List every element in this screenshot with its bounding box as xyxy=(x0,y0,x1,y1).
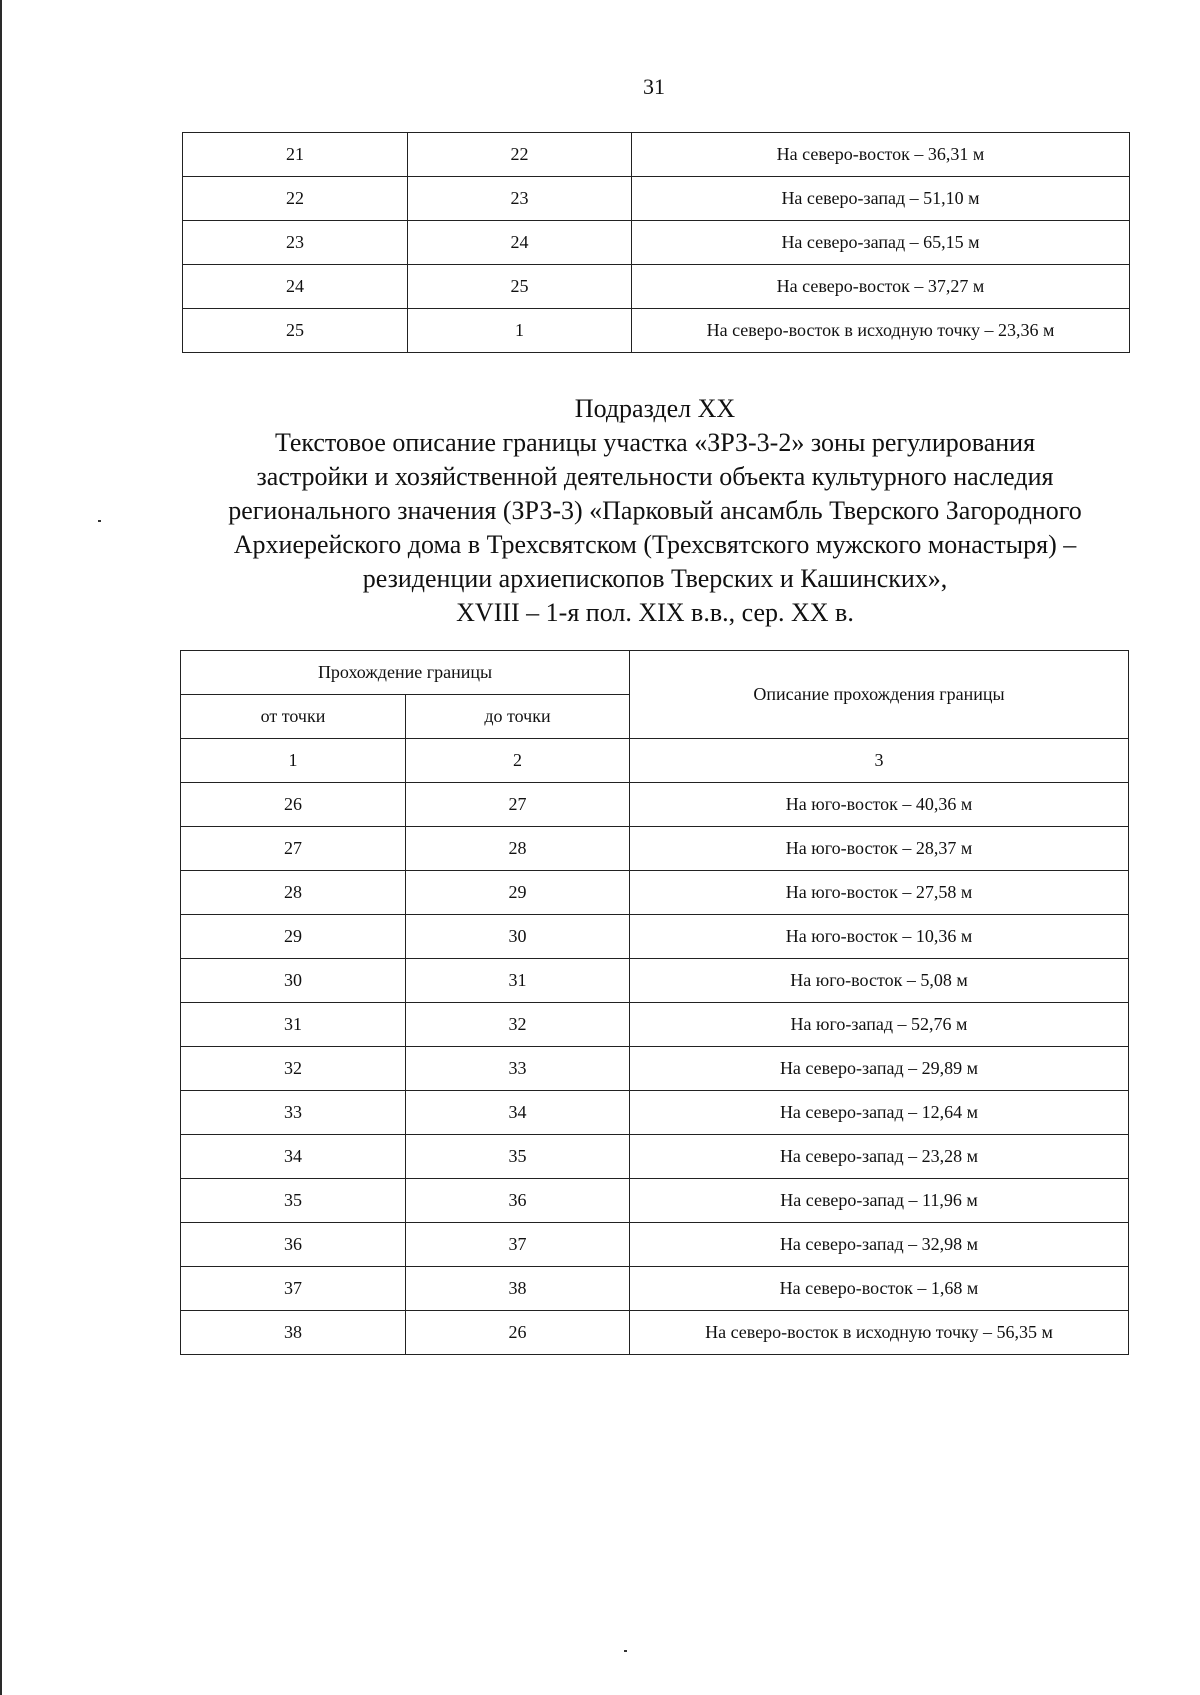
heading-line: Текстовое описание границы участка «ЗРЗ-3-2» зоны регулирования xyxy=(274,428,1036,457)
table-row xyxy=(181,959,1129,1003)
from-point-cell: 28 xyxy=(181,871,406,915)
column-number: 1 xyxy=(181,739,406,783)
table-row xyxy=(181,1091,1129,1135)
to-point-cell: 33 xyxy=(406,1047,630,1091)
description-cell: На юго-восток – 10,36 м xyxy=(630,915,1129,959)
main-boundary-table xyxy=(180,650,1129,1355)
from-point-cell: 22 xyxy=(183,177,408,221)
table-row xyxy=(181,1311,1129,1355)
description-cell: На северо-запад – 12,64 м xyxy=(630,1091,1129,1135)
description-cell: На юго-восток – 27,58 м xyxy=(630,871,1129,915)
table-row xyxy=(181,1179,1129,1223)
from-point-cell: 21 xyxy=(183,133,408,177)
table-row xyxy=(183,265,1130,309)
table-row xyxy=(183,309,1130,353)
top-table-body xyxy=(183,133,1130,353)
from-point-cell: 27 xyxy=(181,827,406,871)
table-row xyxy=(183,221,1130,265)
main-table-body xyxy=(181,783,1129,1355)
table-row xyxy=(181,827,1129,871)
table-row xyxy=(181,1003,1129,1047)
header-to-point: до точки xyxy=(406,695,630,739)
to-point-cell: 34 xyxy=(406,1091,630,1135)
description-cell: На северо-запад – 29,89 м xyxy=(630,1047,1129,1091)
to-point-cell: 22 xyxy=(408,133,632,177)
description-cell: На северо-запад – 23,28 м xyxy=(630,1135,1129,1179)
from-point-cell: 35 xyxy=(181,1179,406,1223)
description-cell: На юго-восток – 5,08 м xyxy=(630,959,1129,1003)
table-row xyxy=(181,871,1129,915)
scan-speck xyxy=(98,520,101,522)
from-point-cell: 36 xyxy=(181,1223,406,1267)
description-cell: На северо-запад – 32,98 м xyxy=(630,1223,1129,1267)
page-number: 31 xyxy=(643,74,665,99)
from-point-cell: 24 xyxy=(183,265,408,309)
from-point-cell: 30 xyxy=(181,959,406,1003)
to-point-cell: 28 xyxy=(406,827,630,871)
to-point-cell: 1 xyxy=(408,309,632,353)
table-row xyxy=(183,133,1130,177)
description-cell: На юго-восток – 28,37 м xyxy=(630,827,1129,871)
description-cell: На северо-восток в исходную точку – 56,35 м xyxy=(630,1311,1129,1355)
description-cell: На северо-восток в исходную точку – 23,36 м xyxy=(632,309,1130,353)
to-point-cell: 23 xyxy=(408,177,632,221)
header-boundary-passage: Прохождение границы xyxy=(181,651,630,695)
from-point-cell: 38 xyxy=(181,1311,406,1355)
description-cell: На юго-запад – 52,76 м xyxy=(630,1003,1129,1047)
heading-line: регионального значения (ЗРЗ-3) «Парковый ансамбль Тверского Загородного xyxy=(228,496,1082,525)
table-row xyxy=(181,1267,1129,1311)
description-cell: На северо-восток – 37,27 м xyxy=(632,265,1130,309)
description-cell: На северо-запад – 51,10 м xyxy=(632,177,1130,221)
description-cell: На северо-запад – 11,96 м xyxy=(630,1179,1129,1223)
to-point-cell: 25 xyxy=(408,265,632,309)
heading-line: Архиерейского дома в Трехсвятском (Трехсвятского мужского монастыря) – xyxy=(233,530,1077,559)
table-row xyxy=(181,1047,1129,1091)
to-point-cell: 38 xyxy=(406,1267,630,1311)
description-cell: На северо-восток – 36,31 м xyxy=(632,133,1130,177)
scan-speck xyxy=(624,1650,627,1652)
table-row xyxy=(181,1135,1129,1179)
description-cell: На юго-восток – 40,36 м xyxy=(630,783,1129,827)
from-point-cell: 26 xyxy=(181,783,406,827)
table-row xyxy=(181,1223,1129,1267)
to-point-cell: 37 xyxy=(406,1223,630,1267)
heading-line: резиденции архиепископов Тверских и Кашинских», xyxy=(362,564,948,593)
column-number: 3 xyxy=(630,739,1129,783)
top-boundary-table xyxy=(182,132,1130,353)
heading-line: XVIII – 1-я пол. XIX в.в., сер. XX в. xyxy=(456,598,854,627)
to-point-cell: 30 xyxy=(406,915,630,959)
table-row xyxy=(183,177,1130,221)
from-point-cell: 32 xyxy=(181,1047,406,1091)
header-description: Описание прохождения границы xyxy=(630,651,1129,739)
to-point-cell: 27 xyxy=(406,783,630,827)
to-point-cell: 36 xyxy=(406,1179,630,1223)
from-point-cell: 33 xyxy=(181,1091,406,1135)
to-point-cell: 32 xyxy=(406,1003,630,1047)
table-row xyxy=(181,783,1129,827)
heading-line: Подраздел XX xyxy=(574,394,736,423)
to-point-cell: 26 xyxy=(406,1311,630,1355)
from-point-cell: 25 xyxy=(183,309,408,353)
from-point-cell: 34 xyxy=(181,1135,406,1179)
main-table-header xyxy=(181,651,1129,783)
from-point-cell: 29 xyxy=(181,915,406,959)
description-cell: На северо-восток – 1,68 м xyxy=(630,1267,1129,1311)
from-point-cell: 23 xyxy=(183,221,408,265)
table-row xyxy=(181,915,1129,959)
column-number: 2 xyxy=(406,739,630,783)
section-heading xyxy=(160,392,1150,630)
from-point-cell: 37 xyxy=(181,1267,406,1311)
scan-edge xyxy=(0,0,2,1695)
to-point-cell: 31 xyxy=(406,959,630,1003)
header-from-point: от точки xyxy=(181,695,406,739)
to-point-cell: 35 xyxy=(406,1135,630,1179)
from-point-cell: 31 xyxy=(181,1003,406,1047)
to-point-cell: 29 xyxy=(406,871,630,915)
description-cell: На северо-запад – 65,15 м xyxy=(632,221,1130,265)
to-point-cell: 24 xyxy=(408,221,632,265)
heading-line: застройки и хозяйственной деятельности объекта культурного наследия xyxy=(256,462,1054,491)
